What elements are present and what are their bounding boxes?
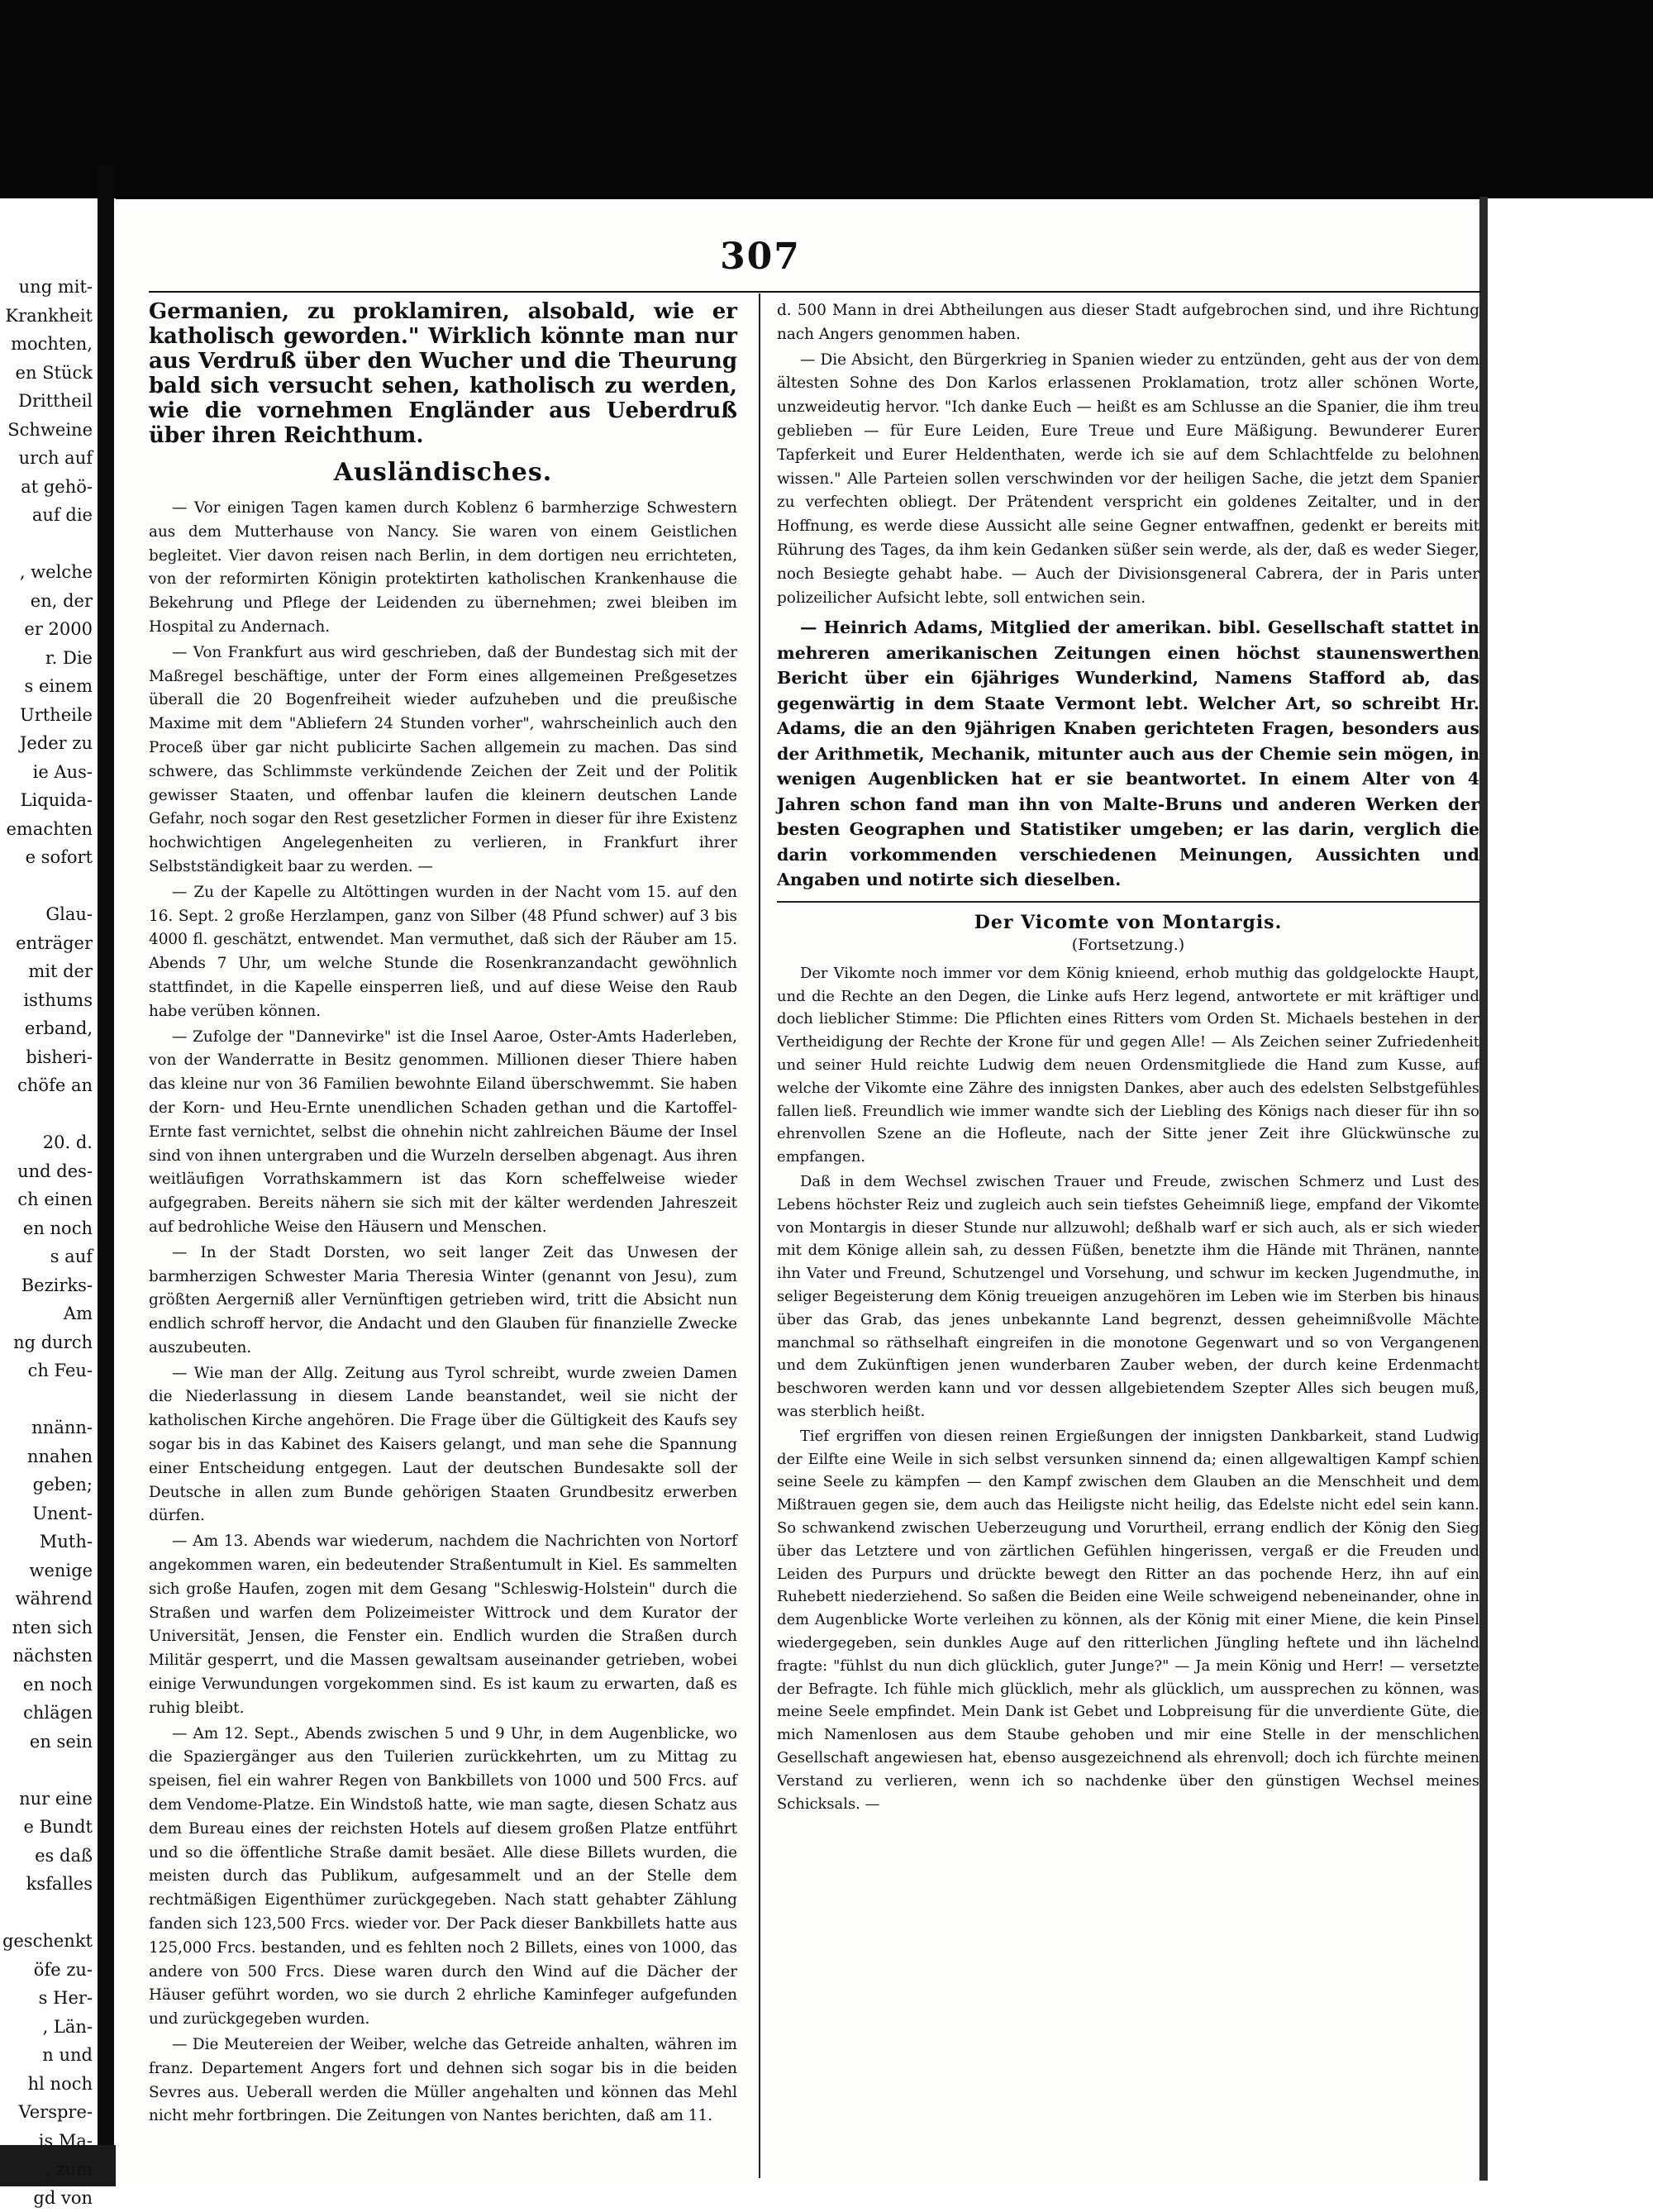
news-item: — Wie man der Allg. Zeitung aus Tyrol schreibt, wurde zweien Damen die Niederlassung in diesem Lande beanstandet, weil sie nicht der katholischen Kirche angehören. Die Frage über die Gültigkeit des Kaufs sey sogar bis in das Kabinet des Kaisers gelangt, und man sehe die Spannung einer Entscheidung entgegen. Laut der deutschen Bundesakte soll der Deutsche in allen zum Bunde gehörigen Staaten Grundbesitz erwerben dürfen. [149,1362,737,1529]
previous-page-line: enträger [0,929,98,958]
previous-page-line [0,1756,98,1785]
previous-page-line: Glau- [0,900,98,929]
previous-page-line: Verspre- [0,2098,98,2127]
previous-page-edge [0,273,98,1976]
previous-page-line: Jeder zu [0,729,98,758]
story-paragraph: Daß in dem Wechsel zwischen Trauer und Freude, zwischen Schmerz und Lust des Lebens höchster Reiz und zugleich auch sein tiefstes Geheimniß liege, empfand der Vikomte von Montargis in dieser Stunde nur allzuwohl; deßhalb warf er sich auch, als er sich wieder mit dem Könige allein sah, zu dessen Füßen, benetzte ihm die Hände mit Thränen, nannte ihn Vater und Freund, Schutzengel und Vorsehung, und schwur im kecken Jugendmuthe, in seliger Begeisterung dem König treueigen anzugehören im Leben wie im Sterben bis hinaus über das Grab, das jenes unbekannte Land begrenzt, dessen geheimnißvolle Mächte manchmal so räthselhaft eingreifen in die monotone Gegenwart und so von Vergangenen und dem Zukünftigen jenen wunderbaren Zauber weben, der durch keine Erdenmacht beschworen werden kann und vor dessen allgebietendem Szepter Alles sich beugen muß, was sterblich heißt. [777,1170,1479,1423]
previous-page-line: auf die [0,501,98,530]
previous-page-line [0,872,98,901]
previous-page-line: er 2000 [0,615,98,644]
news-item: — Zufolge der "Dannevirke" ist die Insel Aaroe, Oster-Amts Haderleben, von der Wanderratte in Besitz genommen. Millionen dieser Thiere haben das kleine nur von 36 Familien bewohnte Eiland überschwemmt. Sie haben der Korn- und Heu-Ernte unendlichen Schaden gethan und die Kartoffel-Ernte fast vernichtet, selbst die ohnehin nicht zahlreichen Bäume der Insel sind von ihnen untergraben und die Wurzeln derselben abgenagt. Aus ihren weitläufigen Vorrathskammern ist das Korn scheffelweise wieder aufgegraben. Bereits nähern sie sich mit der kälter werdenden Jahreszeit auf bedrohliche Weise den Häusern und Menschen. [149,1026,737,1240]
previous-page-line: Liquida- [0,786,98,815]
previous-page-line: en, der [0,587,98,616]
previous-page-line: chöfe an [0,1071,98,1100]
previous-page-line: en Stück [0,359,98,388]
previous-page-line: öfe zu- [0,1956,98,1985]
previous-page-line: urch auf [0,444,98,473]
previous-page-line: s einem [0,672,98,701]
previous-page-line: nnänn- [0,1413,98,1442]
previous-page-line: , welche [0,558,98,587]
previous-page-line: , Län- [0,2013,98,2042]
previous-page-line: hl noch [0,2070,98,2099]
previous-page-line: nten sich [0,1614,98,1642]
news-item-bold: — Heinrich Adams, Mitglied der amerikan. bibl. Gesellschaft stattet in mehreren amerikanischen Zeitungen einen höchst staunenswerthen Bericht über ein 6jähriges Wunderkind, Namens Stafford ab, das gegenwärtig in dem Staate Vermont lebt. Welcher Art, so schreibt Hr. Adams, die an den 9jährigen Knaben gerichteten Fragen, besonders aus der Arithmetik, Mechanik, mitunter auch aus der Chemie sein mögen, in wenigen Augenblicken hat er sie beantwortet. In einem Alter von 4 Jahren schon fand man ihn von Malte-Bruns und anderen Werken der besten Geographen und Statistiker umgeben; er las darin, verglich die darin vorkommenden verschiedenen Meinungen, Aussichten und Angaben und notirte sich dieselben. [777,615,1479,893]
previous-page-line: Am [0,1299,98,1328]
previous-page-line: e Bundt [0,1813,98,1842]
news-item: — Am 13. Abends war wiederum, nachdem die Nachrichten von Nortorf angekommen waren, ein bedeutender Straßentumult in Kiel. Es sammelten sich große Haufen, zogen mit dem Gesang "Schleswig-Holstein" durch die Straßen und warfen dem Polizeimeister Wittrock und dem Kurator der Universität, Jensen, die Fenster ein. Endlich wurden die Straßen durch Militär gesperrt, und die Massen gewaltsam auseinander getrieben, wobei einige Verwundungen vorgekommen sind. Es ist kaum zu erwarten, daß es ruhig bleibt. [149,1530,737,1720]
story-title: Der Vicomte von Montargis. [777,911,1479,934]
header-rule [149,291,1481,293]
news-item: — Vor einigen Tagen kamen durch Koblenz 6 barmherzige Schwestern aus dem Mutterhause von Nancy. Sie waren von einem Geistlichen begleitet. Vier davon reisen nach Berlin, in dem dortigen neu errichteten, von der reformirten Königin protektirten katholischen Krankenhause die Bekehrung und Pflege der Leidenden zu übernehmen; zwei bleiben im Hospital zu Andernach. [149,497,737,640]
previous-page-line: ie Aus- [0,758,98,787]
section-title: Ausländisches. [149,458,737,487]
previous-page-line: en noch [0,1214,98,1243]
previous-page-line: Bezirks- [0,1271,98,1300]
previous-page-line: chlägen [0,1699,98,1728]
story-subtitle: (Fortsetzung.) [777,934,1479,956]
news-item: — Am 12. Sept., Abends zwischen 5 und 9 Uhr, in dem Augenblicke, wo die Spaziergänger aus den Tuilerien zurückkehrten, um zu Mittag zu speisen, fiel ein wahrer Regen von Bankbillets von 1000 und 500 Frcs. auf dem Vendome-Platze. Ein Windstoß hatte, wie man sagte, diesen Schatz aus dem Bureau eines der reichsten Hotels auf diesem großen Platze entführt und so die öffentliche Straße damit besäet. Alle diese Billets wurden, die meisten durch das Publikum, aufgesammelt und an der Stelle dem rechtmäßigen Eigenthümer zurückgegeben. Nach statt gehabter Zählung fanden sich 123,500 Frcs. wieder vor. Der Pack dieser Bankbillets hatte aus 125,000 Frcs. bestanden, und es fehlten noch 2 Billets, eines von 1000, das andere von 500 Frcs. Diese waren durch den Wind auf die Dächer der Häuser geführt worden, wo sie durch 2 ehrliche Kaminfeger aufgefunden und zurückgegeben wurden. [149,1723,737,2032]
previous-page-line [0,1100,98,1129]
book-gutter [98,165,114,2186]
previous-page-line: e sofort [0,843,98,872]
previous-page-line [0,1385,98,1414]
news-item: — Zu der Kapelle zu Altöttingen wurden in der Nacht vom 15. auf den 16. Sept. 2 große Herzlampen, ganz von Silber (48 Pfund schwer) auf 3 bis 4000 fl. geschätzt, entwendet. Man vermuthet, daß sich der Räuber am 15. Abends 7 Uhr, um welche Stunde die Rosenkranzandacht gewöhnlich stattfindet, in die Kapelle einsperren ließ, und auf diese Weise den Raub habe verüben können. [149,881,737,1024]
news-item: — Die Absicht, den Bürgerkrieg in Spanien wieder zu entzünden, geht aus der von dem ältesten Sohne des Don Karlos erlassenen Proklamation, trotz aller schönen Worte, unzweideutig hervor. "Ich danke Euch — heißt es am Schlusse an die Spanier, die ihm treu geblieben — für Eure Leiden, Eure Treue und Eure Mäßigung. Bewunderer Eurer Tapferkeit und Eurer Heldenthaten, werde ich sie auf dem Schlachtfelde zu belohnen wissen." Alle Parteien sollen verschwinden vor der heiligen Sache, die jetzt dem Spanier zu verfechten obliegt. Der Prätendent verspricht ein goldenes Zeitalter, und in der Hoffnung, es werde diese Aussicht alle seine Gegner entwaffnen, gedenkt er bereits mit Rührung des Tages, da ihm kein Gedanken süßer sein werde, als der, daß es weder Sieger, noch Besiegte gehabt habe. — Auch der Divisionsgeneral Cabrera, der in Paris unter polizeilicher Aufsicht lebte, soll entwichen sein. [777,349,1479,611]
section-divider [777,901,1479,903]
previous-page-line: ng durch [0,1328,98,1357]
story-paragraph: Der Vikomte noch immer vor dem König knieend, erhob muthig das goldgelockte Haupt, und die Rechte an den Degen, die Linke aufs Herz legend, antwortete er mit kräftiger und doch lieblicher Stimme: Die Pflichten eines Ritters vom Orden St. Michaels bestehen in der Vertheidigung der Rechte der Krone für und gegen Alle! — Als Zeichen seiner Zufriedenheit und seiner Huld reichte Ludwig dem neuen Ordensmitgliede die Hand zum Kusse, auf welche der Vikomte eine Zähre des innigsten Dankes, aber auch des edelsten Selbstgefühles fallen ließ. Freundlich wie immer wandte sich der Liebling des Königs nach dieser für ihn so ehrenvollen Szene an die Hofleute, nach der Sitte jener Zeit ihre Glückwünsche zu empfangen. [777,962,1479,1169]
previous-page-line [0,530,98,559]
news-item: — In der Stadt Dorsten, wo seit langer Zeit das Unwesen der barmherzigen Schwester Maria Theresia Winter (genannt von Jesu), zum größten Aergerniß aller Vernünftigen getrieben wird, tritt die Absicht nun endlich schroff hervor, die Andacht und den Glauben für finanzielle Zwecke auszubeuten. [149,1242,737,1361]
previous-page-line: es daß [0,1842,98,1871]
previous-page-line: bisheri- [0,1043,98,1072]
previous-page-line: en sein [0,1728,98,1757]
right-column [777,299,1479,1817]
previous-page-line: nnahen [0,1442,98,1471]
news-item: — Die Meutereien der Weiber, welche das Getreide anhalten, währen im franz. Departement Angers fort und dehnen sich sogar bis in die beiden Sevres aus. Ueberall werden die Müller angehalten und können das Mehl nicht mehr fortbringen. Die Zeitungen von Nantes berichten, daß am 11. [149,2033,737,2129]
previous-page-line: mochten, [0,330,98,359]
scan-background-top [0,0,1653,198]
previous-page-line: s Her- [0,1984,98,2013]
previous-page-line: at gehö- [0,473,98,502]
previous-page-line: nächsten [0,1642,98,1671]
previous-page-line: ch einen [0,1185,98,1214]
previous-page-line: emachten [0,815,98,844]
previous-page-line: erband, [0,1014,98,1043]
page-number: 307 [719,236,802,278]
previous-page-line: r. Die [0,644,98,673]
previous-page-line: s auf [0,1242,98,1271]
previous-page-line: während [0,1585,98,1614]
previous-page-line: n und [0,2041,98,2070]
left-column [149,299,737,2130]
previous-page-line: ksfalles [0,1870,98,1899]
previous-page-line: Unent- [0,1499,98,1528]
continuation-paragraph: d. 500 Mann in drei Abtheilungen aus dieser Stadt aufgebrochen sind, und ihre Richtung nach Angers genommen haben. [777,299,1479,347]
previous-page-line: Krankheit [0,302,98,331]
news-item: — Von Frankfurt aus wird geschrieben, daß der Bundestag sich mit der Maßregel beschäftige, unter der Form eines allgemeinen Preßgesetzes überall die 20 Bogenfreiheit wieder aufzuheben und die preußische Maxime mit dem "Abliefern 24 Stunden vorher", wahrscheinlich auch den Proceß über gar nicht publicirte Sachen allgemein zu machen. Das sind schwere, das Schlimmste verkündende Zeichen der Zeit und der Politik gewisser Staaten, und offenbar laufen die kleinern deutschen Lande Gefahr, noch sogar den Rest gesetzlicher Formen in dieser für ihre Existenz hochwichtigen Angelegenheiten zu verlieren, in Frankfurt ihrer Selbstständigkeit baar zu werden. — [149,641,737,880]
lead-paragraph: Germanien, zu proklamiren, alsobald, wie er katholisch geworden." Wirklich könnte man nur aus Verdruß über den Wucher und die Theurung bald sich versucht sehen, katholisch zu werden, wie die vornehmen Engländer aus Ueberdruß über ihren Reichthum. [149,299,737,448]
previous-page-line: Muth- [0,1528,98,1557]
previous-page-line: ch Feu- [0,1356,98,1385]
previous-page-line: is Ma- [0,2127,98,2156]
previous-page-line: mit der [0,957,98,986]
previous-page-line: Drittheil [0,387,98,416]
previous-page-line: Urtheile [0,701,98,730]
previous-page-line: 20. d. [0,1128,98,1157]
previous-page-line: ung mit- [0,273,98,302]
previous-page-line: isthums [0,986,98,1015]
story-paragraph: Tief ergriffen von diesen reinen Ergießungen der innigsten Dankbarkeit, stand Ludwig der Eilfte eine Weile in sich selbst versunken sinnend da; einen allgewaltigen Kampf schien seine Seele zu kämpfen — den Kampf zwischen dem Glauben an die Menschheit und dem Mißtrauen gegen sie, dem auch das Heiligste nicht heilig, das Edelste nicht edel sein kann. So schwankend zwischen Ueberzeugung und Vorurtheil, errang endlich der König den Sieg über das Letztere und von zärtlichen Gefühlen hingerissen, vergaß er die Freuden und Leiden des Purpurs und drückte bewegt den Ritter an das pochende Herz, ihn auf ein Ruhebett niederziehend. So saßen die Beiden eine Weile schweigend nebeneinander, ohne in dem Augenblicke Worte verleihen zu können, als der König mit einer Miene, die kein Pinsel wiedergegeben, sein dunkles Auge auf den ritterlichen Jüngling heftete und ihn lächelnd fragte: "fühlst du nun dich glücklich, guter Junge?" — Ja mein König und Herr! — versetzte der Befragte. Ich fühle mich glücklich, mehr als glücklich, um aussprechen zu können, was meine Seele empfindet. Mein Dank ist Gebet und Lobpreisung für die unverdiente Güte, die mich Namenlosen aus dem Staube gehoben und mir eine Stelle in der menschlichen Gesellschaft angewiesen hat, ebenso ausgezeichnend als ehrenvoll; doch ich fürchte meinen Verstand zu verlieren, wenn ich so nachdenke über den günstigen Wechsel meines Schicksals. — [777,1425,1479,1816]
previous-page-line: wenige [0,1557,98,1585]
previous-page-line: en noch [0,1671,98,1700]
previous-page-line: nur eine [0,1785,98,1814]
previous-page-line: und des- [0,1157,98,1186]
page-edge [1479,197,1488,2181]
previous-page-line: Schweine [0,416,98,445]
previous-page-line: geschenkt [0,1927,98,1956]
previous-page-line [0,1899,98,1928]
previous-page-line: gd von [0,2184,98,2212]
previous-page-line: , zum [0,2155,98,2184]
previous-page-line: geben; [0,1471,98,1499]
column-rule [759,293,760,2178]
